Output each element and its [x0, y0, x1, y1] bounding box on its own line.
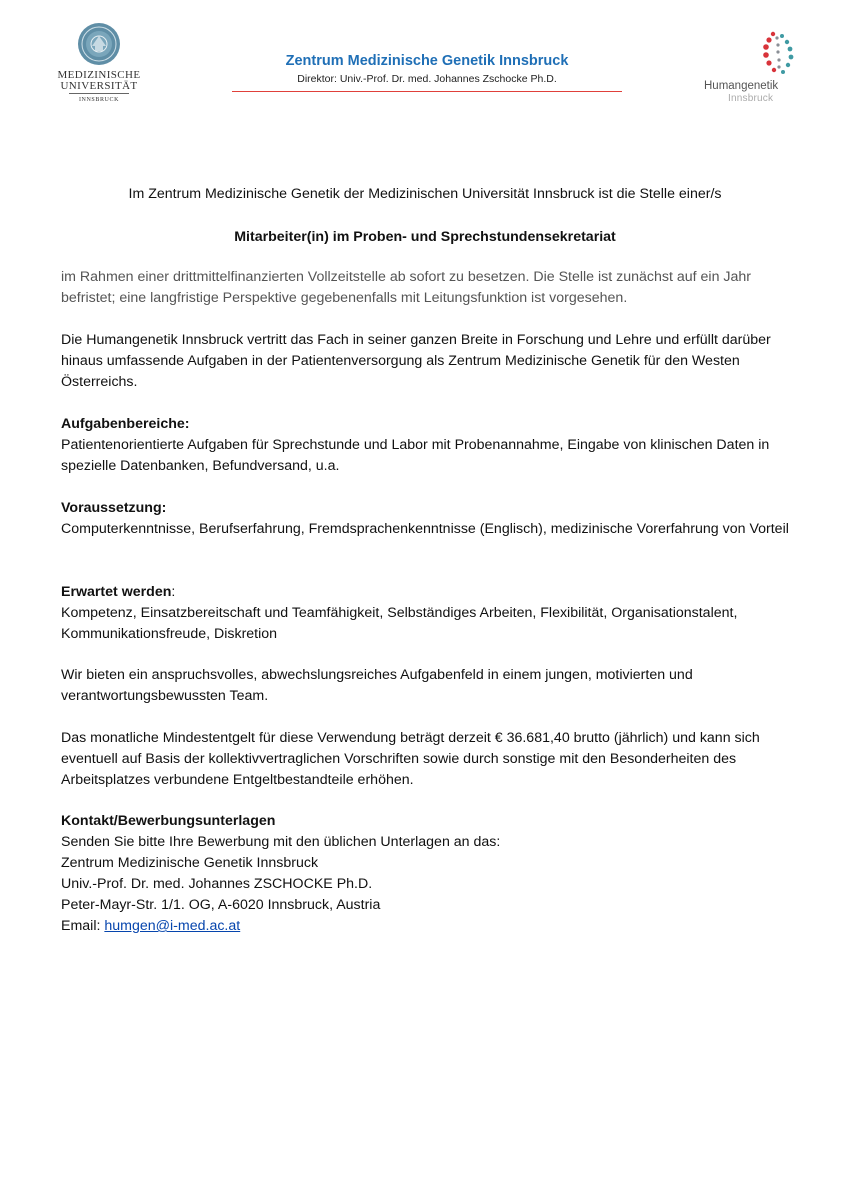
requirements-heading: Voraussetzung:: [61, 500, 167, 516]
contact-line2: Zentrum Medizinische Genetik Innsbruck: [61, 855, 319, 871]
logo-divider: [69, 93, 129, 94]
intro-text: Im Zentrum Medizinische Genetik der Medizinischen Universität Innsbruck ist die Stelle einer/s: [128, 186, 722, 202]
job-title: Mitarbeiter(in) im Proben- und Sprechstundensekretariat: [234, 229, 616, 245]
salary-paragraph: [61, 728, 801, 791]
tasks-heading: Aufgabenbereiche:: [61, 416, 190, 432]
logo-city: Innsbruck: [728, 93, 774, 104]
email-label: Email:: [61, 918, 105, 934]
expected-heading: Erwartet werden: [61, 584, 172, 600]
expected-colon: :: [171, 584, 176, 600]
contact-line1: Senden Sie bitte Ihre Bewerbung mit den üblichen Unterlagen an das:: [61, 834, 501, 850]
logo-text-line3: INNSBRUCK: [78, 97, 120, 103]
expected-text: Kompetenz, Einsatzbereitschaft und Teamfähigkeit, Selbständiges Arbeiten, Flexibilität, Organisationstalent, Kommunikationsfreude, Diskretion: [61, 605, 738, 642]
contact-line4: Peter-Mayr-Str. 1/1. OG, A-6020 Innsbruck, Austria: [61, 897, 381, 913]
offer-text: Wir bieten ein anspruchsvolles, abwechslungsreiches Aufgabenfeld in einem jungen, motivierten und verantwortungsbewussten Team.: [61, 667, 693, 704]
contact-section: [61, 811, 801, 937]
header-divider: [232, 91, 622, 92]
header-title: Zentrum Medizinische Genetik Innsbruck: [285, 53, 569, 69]
header-subtitle: Direktor: Univ.-Prof. Dr. med. Johannes Zschocke Ph.D.: [297, 73, 557, 85]
contact-line3: Univ.-Prof. Dr. med. Johannes ZSCHOCKE Ph.D.: [61, 876, 373, 892]
tasks-text: Patientenorientierte Aufgaben für Sprechstunde und Labor mit Probenannahme, Eingabe von klinischen Daten in spezielle Datenbanken, Befundversand, u.a.: [61, 437, 770, 474]
tasks-section: [61, 414, 801, 477]
terms-paragraph: [61, 267, 801, 309]
logo-name: Humangenetik: [704, 80, 779, 92]
salary-text: Das monatliche Mindestentgelt für diese Verwendung beträgt derzeit € 36.681,40 brutto (jährlich) und kann sich eventuell auf Basis der kollektivvertraglichen Vorschriften sowie durch sonstige mit den Besonderheiten des Arbeitsplatzes verbundene Entgeltbestandteile erhöhen.: [61, 730, 760, 788]
requirements-text: Computerkenntnisse, Berufserfahrung, Fremdsprachenkenntnisse (Englisch), medizinische Vorerfahrung von Vorteil: [61, 521, 789, 537]
logo-text-line1: MEDIZINISCHE: [57, 69, 141, 81]
dna-helix-icon: [700, 30, 810, 80]
contact-heading: Kontakt/Bewerbungsunterlagen: [61, 813, 276, 829]
offer-paragraph: [61, 665, 801, 707]
logo-text-line2: UNIVERSITÄT: [60, 80, 138, 92]
medizinische-universitaet-logo: [54, 22, 144, 108]
terms-text: im Rahmen einer drittmittelfinanzierten Vollzeitstelle ab sofort zu besetzen. Die Stelle ist zunächst auf ein Jahr befristet; eine langfristige Perspektive gegebenenfalls mit Leitungsfunktion ist vorgesehen.: [61, 269, 752, 306]
email-link[interactable]: humgen@i-med.ac.at: [104, 918, 241, 934]
about-paragraph: [61, 330, 801, 393]
university-seal-icon: [77, 22, 121, 66]
about-text: Die Humangenetik Innsbruck vertritt das Fach in seiner ganzen Breite in Forschung und Lehre und erfüllt darüber hinaus umfassende Aufgaben in der Patientenversorgung als Zentrum Medizinische Genetik für den Westen Österreichs.: [61, 332, 771, 390]
humangenetik-logo: [700, 30, 810, 106]
requirements-section: [61, 498, 801, 540]
expected-section: [61, 582, 801, 645]
